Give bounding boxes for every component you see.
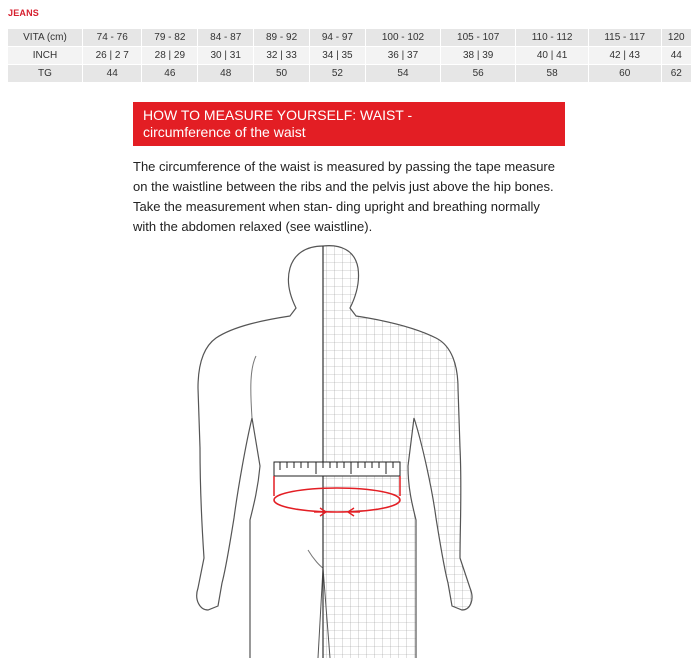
size-cell: 60 — [588, 65, 661, 83]
size-cell: 94 - 97 — [310, 29, 366, 47]
size-cell: 89 - 92 — [254, 29, 310, 47]
waist-measurement-figure — [190, 238, 490, 658]
size-row-label: INCH — [8, 47, 83, 65]
size-cell: 42 | 43 — [588, 47, 661, 65]
size-cell: 28 | 29 — [142, 47, 198, 65]
size-cell: 38 | 39 — [441, 47, 516, 65]
size-cell: 100 - 102 — [365, 29, 440, 47]
size-cell: 84 - 87 — [198, 29, 254, 47]
size-cell: 56 — [441, 65, 516, 83]
size-cell: 79 - 82 — [142, 29, 198, 47]
size-row — [8, 47, 691, 65]
size-cell: 44 — [83, 65, 142, 83]
size-table — [8, 29, 691, 83]
measure-description: The circumference of the waist is measured by passing the tape measure on the waistline between the ribs and the pelvis just above the hip bones. Take the measurement when stan- ding upright and breathing normally with the abdomen relaxed (see waistline). — [133, 159, 555, 234]
banner-line-1: HOW TO MEASURE YOURSELF: WAIST - — [143, 107, 413, 123]
body-outline-icon — [190, 238, 490, 658]
banner-line-2: circumference of the waist — [143, 124, 306, 140]
size-cell: 115 - 117 — [588, 29, 661, 47]
size-cell: 50 — [254, 65, 310, 83]
size-cell: 54 — [365, 65, 440, 83]
size-cell: 40 | 41 — [516, 47, 589, 65]
size-cell: 110 - 112 — [516, 29, 589, 47]
size-cell: 44 — [661, 47, 691, 65]
size-cell: 26 | 2 7 — [83, 47, 142, 65]
size-cell: 58 — [516, 65, 589, 83]
size-row-label: VITA (cm) — [8, 29, 83, 47]
size-cell: 52 — [310, 65, 366, 83]
size-cell: 36 | 37 — [365, 47, 440, 65]
size-cell: 30 | 31 — [198, 47, 254, 65]
size-cell: 120 — [661, 29, 691, 47]
size-row — [8, 65, 691, 83]
size-row-label: TG — [8, 65, 83, 83]
measure-banner — [133, 102, 565, 146]
size-cell: 62 — [661, 65, 691, 83]
section-title: JEANS — [8, 8, 40, 18]
size-row — [8, 29, 691, 47]
size-cell: 48 — [198, 65, 254, 83]
size-cell: 74 - 76 — [83, 29, 142, 47]
size-cell: 105 - 107 — [441, 29, 516, 47]
size-cell: 34 | 35 — [310, 47, 366, 65]
size-cell: 46 — [142, 65, 198, 83]
size-cell: 32 | 33 — [254, 47, 310, 65]
